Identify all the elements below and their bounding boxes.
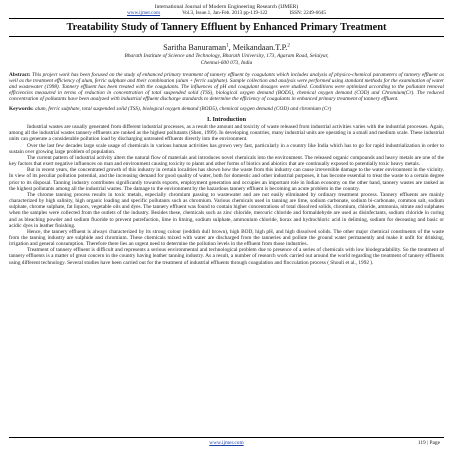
page-footer — [9, 436, 444, 448]
author-2-name: Meikandaan.T.P. — [232, 43, 288, 53]
keywords-text: alum, ferric sulphate, total suspended solid (TSS), biological oxygen demand (BOD5), chemical oxygen demand (COD) and chromium (Cr) — [33, 105, 332, 112]
keywords-label: Keywords: — [9, 105, 34, 112]
page-number: 119 | Page — [417, 440, 440, 446]
journal-meta-line — [9, 10, 444, 16]
journal-volume-issue: Vol.3, Issue.1, Jan-Feb. 2013 pp-119-122 — [182, 10, 268, 17]
author-separator: , — [228, 43, 233, 53]
keywords — [9, 106, 444, 112]
footer-website-link[interactable]: www.ijmer.com — [209, 440, 244, 446]
body-paragraph: But in recent years, the concentrated growth of this industry in certain localities has shown how the waste from this industry can cause irreversible damage to the water environment in the vicinity. In view of its peculiar pollution potential, and the increasing demand for good quality of water, both for domestic and other industrial purposes, it has become essential to treat the waste to a certain degree prior to its disposal. Tanning industry contributes significantly towards exports, employment generation and occupies an important role in Indian economy on the other hand, tannery wastes are ranked as the highest pollutants among all the industrial wastes. The damage to the environment by the hazardous tannery effluent is becoming an acute problem in the country. — [9, 167, 444, 192]
paper-title: Treatability Study of Tannery Effluent by Enhanced Primary Treatment — [66, 22, 387, 34]
header-rule — [9, 18, 444, 19]
title-rule — [9, 36, 444, 37]
author-1-superscript: 1 — [226, 43, 229, 49]
author-line — [9, 43, 444, 53]
author-1-name: Saritha Banuraman — [163, 43, 227, 53]
abstract — [9, 72, 444, 103]
body-paragraph: The chrome tanning process results in toxic metals, especially chromium passing to wastewater and are not easily eliminated by ordinary treatment process. Tannery effluents are mainly characterized by high salinity, high organic loading and specific pollutants such as chromium. Various chemicals used in tanning are lime, sodium carbonate, sodium bi-carbonate, common salt, sodium sulphate, chrome sulphate, fat liquors, vegetable oils and dyes. The tannery effluent was found to contain higher concentrations of total dissolved solids, chromium, chloride, ammonia, nitrate and sulphates when the samples were collected from the outlets of the industry. Besides these, chemicals such as zinc chloride, mercuric chloride and formaldehyde are used as disinfectants, sodium chloride in curing and as bleaching powder and sodium fluoride to prevent putrefaction, lime in liming, sodium sulphate, ammonium chloride, borax and hydrochloric acid in deliming, sodium for deceasing and basic or acidic dyes in leather finishing. — [9, 191, 444, 229]
footer-rule — [9, 437, 444, 438]
affiliation-line-2: Chennai-600 073, India — [200, 59, 253, 66]
body-paragraph: Over the last few decades large scale usage of chemicals in various human activities has grown very fast, particularly in a country like India which has to go for rapid industrialization in order to sustain over growing large problem of population. — [9, 142, 444, 155]
abstract-text: This project work has been focused on the study of enhanced primary treatment of tannery effluent by coagulants which includes analysis of physico-chemical parameters of tannery effluent as well as the treatment efficiency of alum, ferric sulphate and their combination (alum + ferric sulphate). Sample collection and analysis were performed using standard methods for the examination of water and wastewater (1998). Tannery effluent has been treated with the coagulants. The influences of pH and coagulant dosages were studied. Conditions were optimized according to the pollutant removal efficiencies measured in terms of reduction in concentration of total suspended solid (TSS), biological oxygen demand (BOD5), chemical oxygen demand (COD) and Chromium(Cr). The reduced concentration of pollutants have been analyzed with industrial effluent discharge standards to determine the efficiency of coagulants in enhanced primary treatment of tannery effluent. — [9, 71, 444, 103]
journal-issn: ISSN: 2249-6645 — [289, 10, 326, 17]
body-paragraph: The current pattern of industrial activity alters the natural flow of materials and introduces novel chemicals into the environment. The released organic compounds and heavy metals are one of the key factors that exert negative influences on man and environment causing toxicity to plants and other forms of biotics and abiotics that are continually exposed to potentially toxic heavy metals. — [9, 154, 444, 168]
introduction-body — [9, 124, 444, 266]
body-paragraph: Treatment of tannery effluent is difficult and represents a serious environmental and technological problem due to presence of a series of chemicals with low biodegradability. So the treatment of tannery effluents is a matter of great concern in the country having leather tanning industry. As a result, a number of research work carried out around the world regarding the treatment of tannery effluents using different technology. Several studies have been carried out for the treatment of industrial effluents through coagulation and flocculation process ( Shouli et al., 1992 ). — [9, 247, 444, 266]
abstract-label: Abstract: — [9, 71, 31, 78]
affiliation-line-1: Bharath Institute of Science and Technology, Bharath University, 173, Agaram Road, Selaiyur, — [124, 53, 329, 60]
section-heading-introduction: I. Introduction — [206, 115, 247, 123]
author-2-superscript: 2 — [287, 43, 290, 49]
body-paragraph: Hence, the tannery effluent is always characterized by its strong colour (reddish dull brown), high BOD, high pH, and high dissolved solids. The other major chemical constituents of the waste from the tanning industry are sulphide and chromium. These chemicals mixed with water are discharged from the tanneries and pollute the ground water permanently and make it unfit for drinking, irrigation and general consumption. Therefore there lies an urgent need to determine the pollution levels in the effluent from those industries. — [9, 228, 444, 248]
journal-website-link[interactable]: www.ijmer.com — [126, 10, 161, 17]
footer-row — [9, 440, 444, 448]
body-paragraph: Industrial wastes are usually generated from different industrial processes, as a result the amount and toxicity of waste released from industrial activities varies with the industrial processes. Again, among all the industrial wastes tannery effluents are ranked as the highest pollutants (Shen, 1999). In developing countries, many industrial units are operating in a small and medium scale. These industrial units can generate a considerable pollution load by discharging untreated effluents directly into the environment. — [9, 124, 444, 143]
journal-name: International Journal of Modern Engineering Research (IJMER) — [154, 4, 299, 10]
